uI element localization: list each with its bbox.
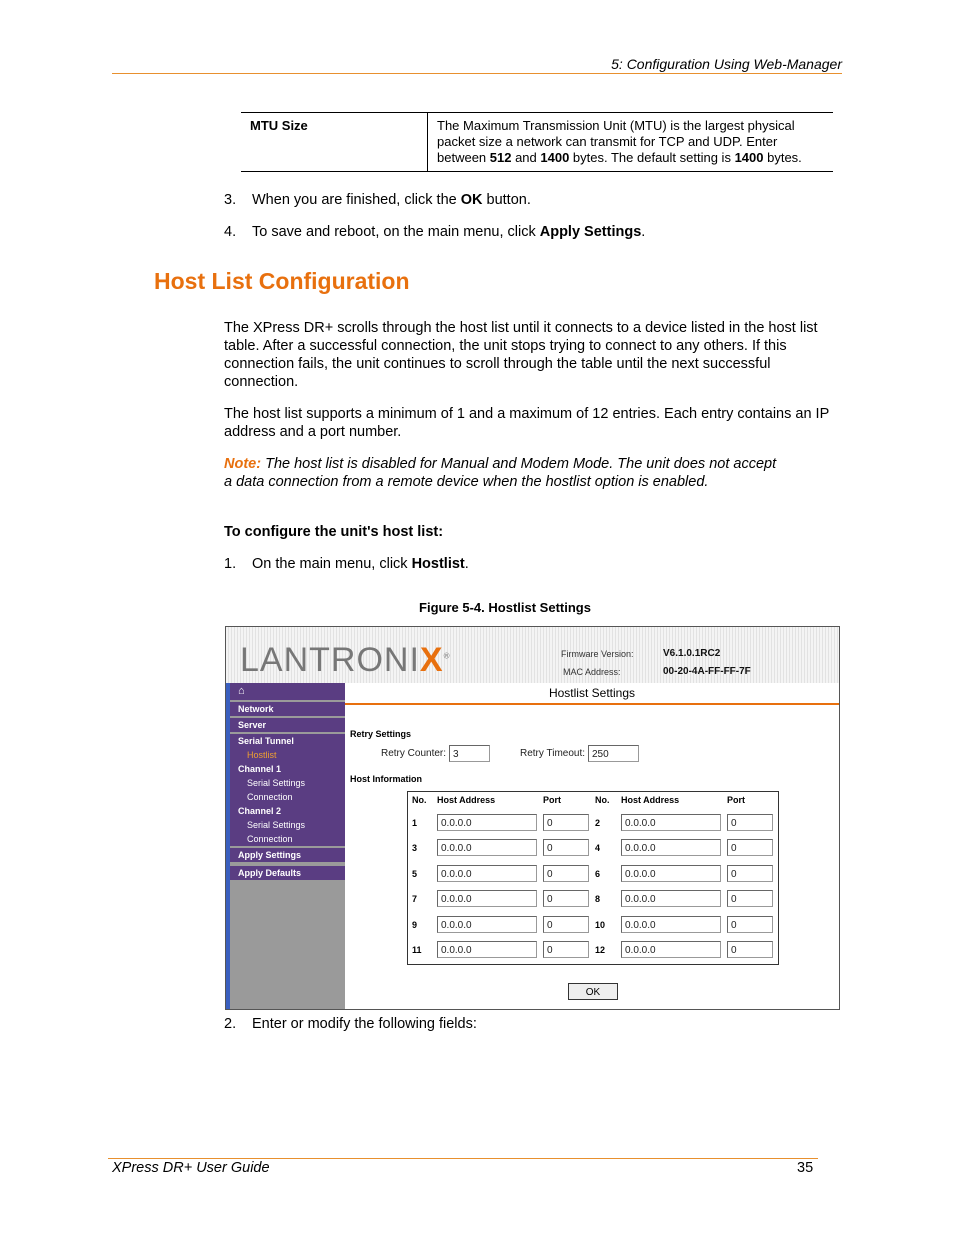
host-address-input[interactable]: 0.0.0.0 <box>621 941 721 958</box>
host-no: 3 <box>412 843 418 853</box>
note-paragraph: Note: The host list is disabled for Manual and Modem Mode. The unit does not accept a data connection from a remote device when the hostlist option is enabled. <box>224 456 777 490</box>
col-port-1: Port <box>543 795 561 805</box>
menu-hostlist[interactable]: Hostlist <box>247 750 277 760</box>
host-address-input[interactable]: 0.0.0.0 <box>621 814 721 831</box>
host-no: 1 <box>412 818 418 828</box>
host-port-input[interactable]: 0 <box>543 916 589 933</box>
retry-settings-label: Retry Settings <box>350 729 412 739</box>
host-no: 2 <box>595 818 601 828</box>
col-host-1: Host Address <box>437 795 496 805</box>
banner <box>226 627 839 683</box>
page-number: 35 <box>797 1160 814 1176</box>
col-no-2: No. <box>595 795 610 805</box>
figure-caption: Figure 5-4. Hostlist Settings <box>419 600 591 615</box>
host-port-input[interactable]: 0 <box>727 814 773 831</box>
col-host-2: Host Address <box>621 795 680 805</box>
sidebar-menu <box>230 683 345 1009</box>
menu-apply-defaults[interactable]: Apply Defaults <box>238 868 302 878</box>
host-no: 12 <box>595 945 606 955</box>
host-no: 6 <box>595 869 601 879</box>
host-address-input[interactable]: 0.0.0.0 <box>437 814 537 831</box>
host-port-input[interactable]: 0 <box>727 839 773 856</box>
host-table <box>407 791 779 965</box>
retry-timeout-label: Retry Timeout: <box>520 748 586 759</box>
retry-counter-input[interactable]: 3 <box>449 745 490 762</box>
host-no: 4 <box>595 843 601 853</box>
section-title: Host List Configuration <box>154 268 410 294</box>
host-address-input[interactable]: 0.0.0.0 <box>437 916 537 933</box>
home-icon[interactable]: ⌂ <box>230 683 345 700</box>
host-address-input[interactable]: 0.0.0.0 <box>437 865 537 882</box>
mtu-label: MTU Size <box>241 113 428 172</box>
host-address-input[interactable]: 0.0.0.0 <box>437 839 537 856</box>
running-header: 5: Configuration Using Web-Manager <box>611 56 842 72</box>
host-port-input[interactable]: 0 <box>543 865 589 882</box>
hostlist-page-title: Hostlist Settings <box>345 683 839 705</box>
menu-connection-2[interactable]: Connection <box>247 834 293 844</box>
host-address-input[interactable]: 0.0.0.0 <box>621 890 721 907</box>
firmware-label: Firmware Version: <box>561 649 634 659</box>
retry-counter-label: Retry Counter: <box>381 748 447 759</box>
header-rule <box>112 73 842 74</box>
host-address-input[interactable]: 0.0.0.0 <box>621 916 721 933</box>
mtu-table <box>241 112 833 172</box>
host-port-input[interactable]: 0 <box>727 941 773 958</box>
host-address-input[interactable]: 0.0.0.0 <box>437 890 537 907</box>
menu-network[interactable]: Network <box>238 704 274 714</box>
host-port-input[interactable]: 0 <box>543 814 589 831</box>
host-no: 10 <box>595 920 606 930</box>
ok-button[interactable]: OK <box>568 983 618 1000</box>
menu-channel-1[interactable]: Channel 1 <box>238 764 282 774</box>
host-no: 8 <box>595 894 601 904</box>
host-port-input[interactable]: 0 <box>727 865 773 882</box>
menu-connection-1[interactable]: Connection <box>247 792 293 802</box>
col-no-1: No. <box>412 795 427 805</box>
col-port-2: Port <box>727 795 745 805</box>
mac-value: 00-20-4A-FF-FF-7F <box>663 666 751 677</box>
host-no: 9 <box>412 920 418 930</box>
host-port-input[interactable]: 0 <box>543 839 589 856</box>
menu-server[interactable]: Server <box>238 720 267 730</box>
host-port-input[interactable]: 0 <box>543 941 589 958</box>
host-information-label: Host Information <box>350 774 422 784</box>
retry-timeout-input[interactable]: 250 <box>588 745 639 762</box>
configure-heading: To configure the unit's host list: <box>224 524 444 540</box>
menu-serial-tunnel[interactable]: Serial Tunnel <box>238 736 294 746</box>
footer-rule <box>108 1158 818 1159</box>
mac-label: MAC Address: <box>563 667 621 677</box>
host-address-input[interactable]: 0.0.0.0 <box>437 941 537 958</box>
host-no: 11 <box>412 945 422 955</box>
hostlist-paragraph: The host list supports a minimum of 1 and a maximum of 12 entries. Each entry contains an IP address and a port number. <box>224 406 829 440</box>
menu-apply-settings[interactable]: Apply Settings <box>238 850 302 860</box>
host-port-input[interactable]: 0 <box>727 890 773 907</box>
host-no: 7 <box>412 894 418 904</box>
menu-channel-2[interactable]: Channel 2 <box>238 806 282 816</box>
lantronix-logo: LANTRONIX® <box>240 641 451 679</box>
host-address-input[interactable]: 0.0.0.0 <box>621 839 721 856</box>
footer-guide-title: XPress DR+ User Guide <box>112 1160 270 1176</box>
host-port-input[interactable]: 0 <box>727 916 773 933</box>
intro-paragraph: The XPress DR+ scrolls through the host list until it connects to a device listed in the host list table. After a successful connection, the unit stops trying to connect to any others. If this connection fails, the unit continues to scroll through the table until the next successful connection. <box>224 320 818 390</box>
menu-serial-settings-1[interactable]: Serial Settings <box>247 778 306 788</box>
mtu-description: The Maximum Transmission Unit (MTU) is the largest physical packet size a network can transmit for TCP and UDP. Enter between 512 and 1400 bytes. The default setting is 1400 bytes. <box>428 113 834 172</box>
firmware-value: V6.1.0.1RC2 <box>663 648 721 659</box>
hostlist-screenshot <box>225 626 840 1010</box>
menu-serial-settings-2[interactable]: Serial Settings <box>247 820 306 830</box>
host-port-input[interactable]: 0 <box>543 890 589 907</box>
host-address-input[interactable]: 0.0.0.0 <box>621 865 721 882</box>
host-no: 5 <box>412 869 418 879</box>
